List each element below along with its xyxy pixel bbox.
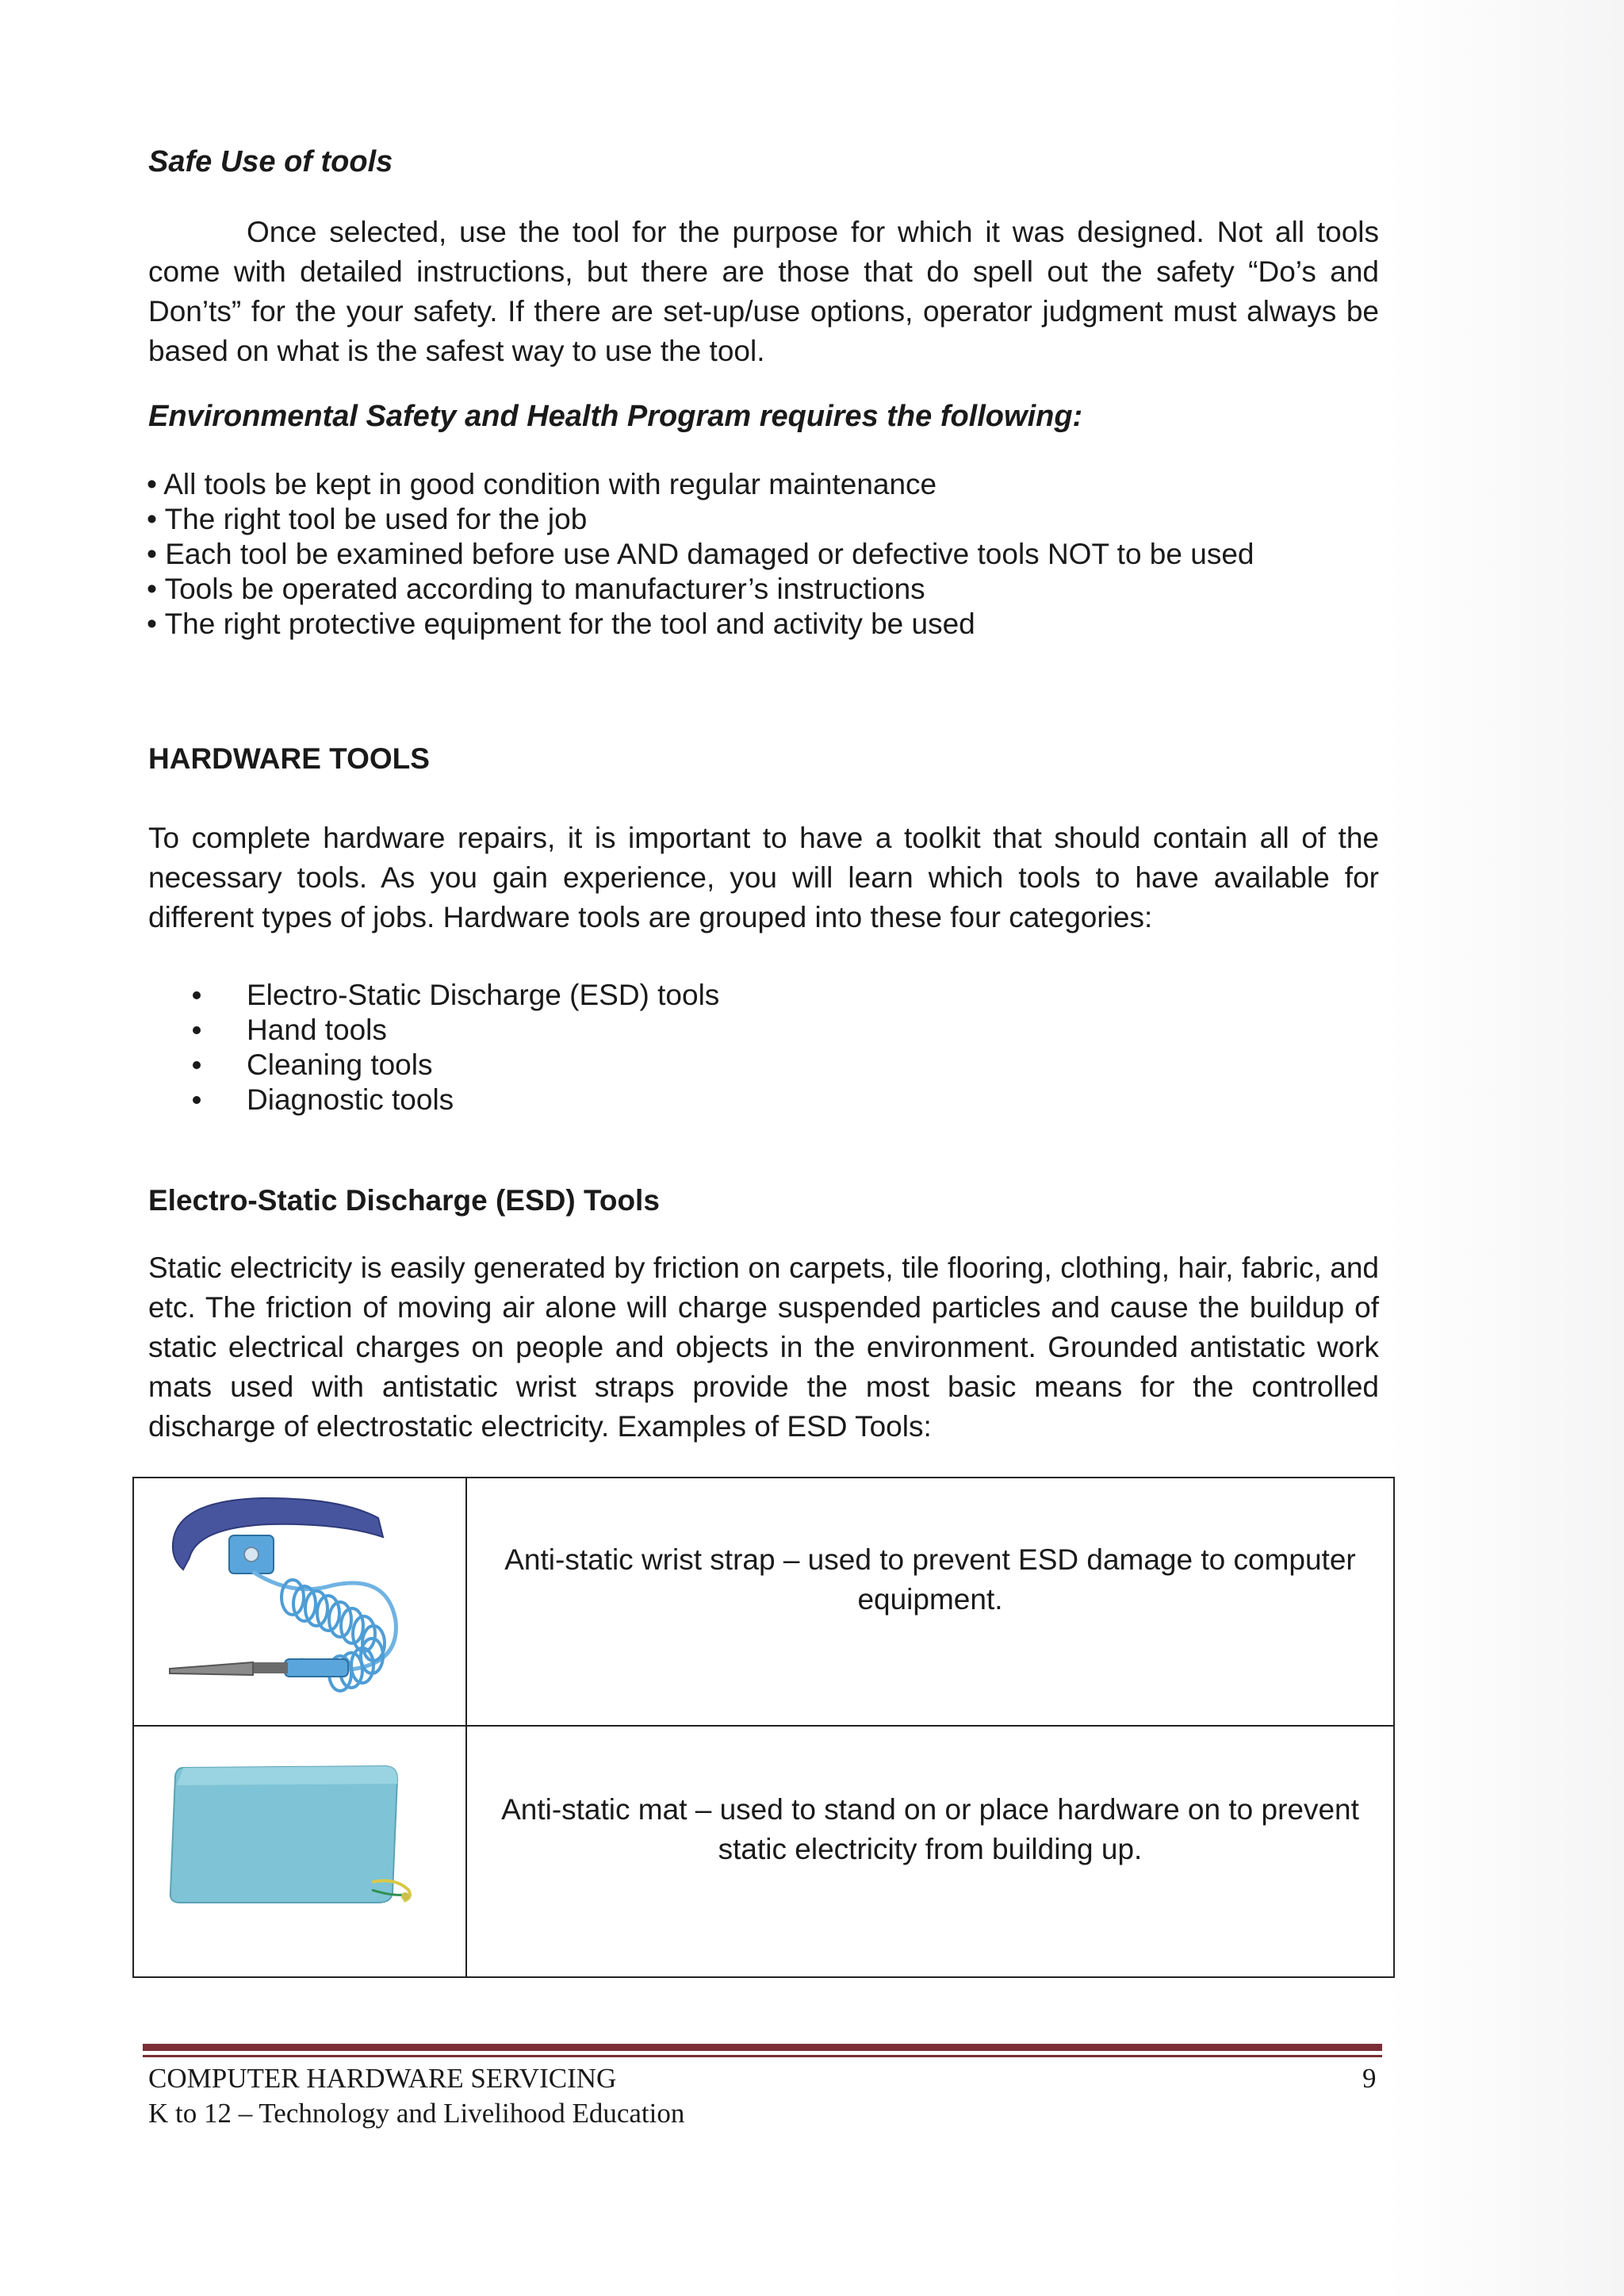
list-item: • The right tool be used for the job [147,503,588,535]
safe-use-paragraph: Once selected, use the tool for the purpose for which it was designed. Not all tools come with detailed instructions, but there are those that do spell out the safety “Do’s and Don’ts” for the your safety. If there are set-up/use options, operator judgment must always be based on what is the safest way to use the tool. [148,216,1379,367]
esh-heading: Environmental Safety and Health Program requires the following: [148,400,1083,433]
footer-subtitle: K to 12 – Technology and Livelihood Education [148,2098,685,2129]
table-row [133,1478,1394,1726]
page-edge-shade [1386,0,1624,2296]
footer-rule [143,2055,1382,2057]
category-label: Electro-Static Discharge (ESD) tools [247,979,720,1011]
anti-static-mat-description: Anti-static mat – used to stand on or place hardware on to prevent static electricity from building up. [501,1792,1359,1865]
table-image-cell [133,1726,466,1977]
category-label: Hand tools [247,1014,387,1046]
bullet-icon [193,1096,201,1104]
table-description-cell [466,1726,1394,1977]
anti-static-wrist-strap-image [134,1478,465,1721]
table-image-cell [133,1478,466,1726]
list-item: • The right protective equipment for the tool and activity be used [147,608,975,640]
list-item: • All tools be kept in good condition with regular maintenance [147,468,937,500]
wrist-strap-description: Anti-static wrist strap – used to prevent ESD damage to computer equipment. [504,1543,1356,1616]
footer-title: COMPUTER HARDWARE SERVICING [148,2063,617,2094]
anti-static-mat-image [134,1727,465,1972]
list-item [148,978,719,1013]
safe-use-heading: Safe Use of tools [148,145,393,178]
esd-tools-table [132,1477,1395,1978]
bullet-icon [193,991,201,999]
esd-tools-heading: Electro-Static Discharge (ESD) Tools [148,1184,660,1217]
bullet-icon [193,1061,201,1069]
category-label: Diagnostic tools [247,1083,454,1116]
category-label: Cleaning tools [247,1048,433,1081]
hardware-tools-heading: HARDWARE TOOLS [148,742,430,775]
list-item [148,1048,719,1083]
table-description-cell [466,1478,1394,1726]
hardware-tools-paragraph: To complete hardware repairs, it is important to have a toolkit that should contain all of the necessary tools. As you gain experience, you will learn which tools to have available for different types of jobs. Hardware tools are grouped into these four categories: [148,822,1379,933]
list-item: • Each tool be examined before use AND damaged or defective tools NOT to be used [147,538,1254,570]
tool-category-list [148,978,719,1117]
esh-requirement-list [147,467,1254,642]
list-item: • Tools be operated according to manufacturer’s instructions [147,573,925,605]
bullet-icon [193,1026,201,1034]
list-item [148,1013,719,1048]
esd-tools-paragraph: Static electricity is easily generated by friction on carpets, tile flooring, clothing, hair, fabric, and etc. The friction of moving air alone will charge suspended particles and cause the buildup of static electrical charges on people and objects in the environment. Grounded antistatic work mats used with antistatic wrist straps provide the most basic means for the controlled discharge of electrostatic electricity. Examples of ESD Tools: [148,1251,1379,1443]
page-number: 9 [1362,2063,1377,2094]
list-item [148,1083,719,1117]
table-row [133,1726,1394,1977]
footer-rule [143,2044,1382,2051]
